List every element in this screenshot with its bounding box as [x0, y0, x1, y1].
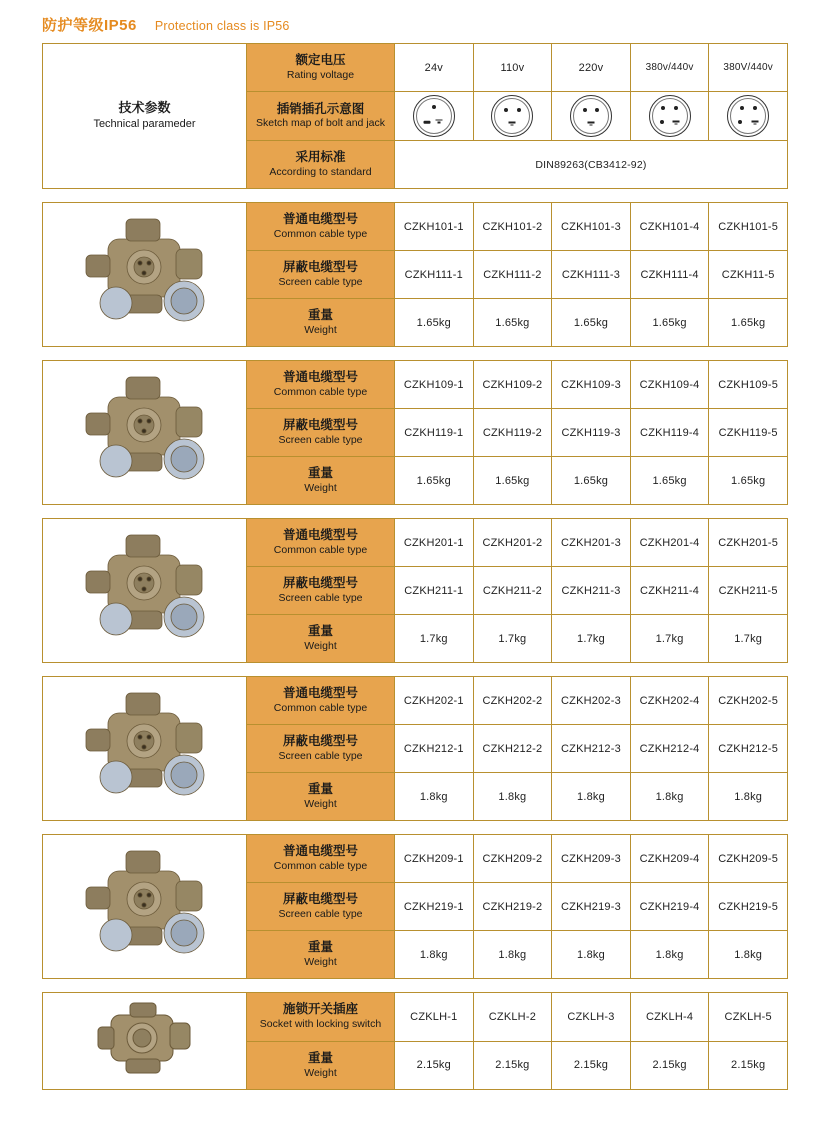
table-row — [247, 299, 787, 346]
row-label-cn: 屏蔽电缆型号 — [282, 260, 358, 275]
product-blocks — [0, 202, 830, 979]
cell-weight-2: 1.7kg — [474, 615, 553, 662]
cell-model-2: CZKH101-2 — [474, 203, 553, 250]
cell-model-3: CZKH211-3 — [552, 567, 631, 614]
cell-weight-5: 1.8kg — [734, 790, 763, 803]
cell-model-2: CZKH201-2 — [474, 519, 553, 566]
page-header — [0, 0, 830, 43]
cell-weight-3: 1.7kg — [552, 615, 631, 662]
cell-weight-5: 2.15kg — [731, 1059, 766, 1072]
cell-model-2: CZKH202-2 — [474, 677, 553, 724]
table-row — [247, 92, 787, 141]
cell-model-1: CZKH212-1 — [395, 725, 474, 772]
cell-model-5: CZKH211-5 — [718, 584, 778, 597]
row-label — [247, 1042, 395, 1090]
row-label — [247, 457, 395, 504]
cell-model-5: CZKH209-5 — [718, 852, 779, 865]
row-label-cn: 屏蔽电缆型号 — [282, 734, 358, 749]
row-label-en: Weight — [304, 639, 337, 652]
product-photo — [56, 677, 234, 820]
product-block-1 — [42, 202, 788, 347]
product-photo-cell — [43, 203, 247, 346]
cell-model-3: CZKH219-3 — [552, 883, 631, 930]
row-label — [247, 677, 395, 724]
product-block-3 — [42, 518, 788, 663]
row-label-cn: 重量 — [307, 624, 333, 639]
row-label — [247, 615, 395, 662]
cell-model-4: CZKH119-4 — [631, 409, 710, 456]
table-row — [247, 141, 787, 188]
row-label-en: According to standard — [269, 165, 372, 178]
row-label — [247, 251, 395, 298]
cell-weight-1: 1.65kg — [395, 457, 474, 504]
cell-weight-5: 1.8kg — [734, 948, 763, 961]
table-row — [247, 677, 787, 725]
cell-model-1: CZKH111-1 — [395, 251, 474, 298]
row-label-en: Weight — [304, 323, 337, 336]
row-label — [247, 725, 395, 772]
product-rows — [247, 361, 787, 504]
product-photo-cell — [43, 677, 247, 820]
cell-voltage-2: 110v — [474, 44, 553, 91]
row-label-cn: 额定电压 — [295, 53, 346, 68]
cell-model-5: CZKH201-5 — [718, 536, 779, 549]
row-label-cn: 重量 — [307, 1050, 333, 1065]
cell-model-5: CZKH109-5 — [718, 378, 779, 391]
cell-model-4: CZKH201-4 — [631, 519, 710, 566]
cell-model-1: CZKH119-1 — [395, 409, 474, 456]
cell-model-4: CZKLH-4 — [631, 993, 710, 1041]
cell-model-2: CZKH211-2 — [474, 567, 553, 614]
cell-model-3: CZKH209-3 — [552, 835, 631, 882]
row-label — [247, 931, 395, 978]
row-label — [247, 835, 395, 882]
cell-model-3: CZKH109-3 — [552, 361, 631, 408]
cell-model-2: CZKH219-2 — [474, 883, 553, 930]
cell-model-1: CZKH211-1 — [395, 567, 474, 614]
pin-sketch-4 — [631, 92, 710, 140]
row-label-en: Weight — [304, 797, 337, 810]
product-block-2 — [42, 360, 788, 505]
table-row — [247, 361, 787, 409]
product-photo-cell — [43, 835, 247, 978]
cell-weight-2: 1.8kg — [474, 931, 553, 978]
cell-model-1: CZKH202-1 — [395, 677, 474, 724]
table-row — [247, 993, 787, 1042]
cell-standard: DIN89263(CB3412-92) — [535, 158, 647, 171]
cell-weight-4: 1.7kg — [631, 615, 710, 662]
table-row — [247, 835, 787, 883]
product-rows — [247, 519, 787, 662]
row-label-cn: 屏蔽电缆型号 — [282, 418, 358, 433]
cell-model-4: CZKH101-4 — [631, 203, 710, 250]
technical-parameters-block — [42, 43, 788, 189]
cell-model-4: CZKH212-4 — [631, 725, 710, 772]
product-block-5 — [42, 834, 788, 979]
product-photo-cell — [43, 993, 247, 1089]
cell-model-4: CZKH219-4 — [631, 883, 710, 930]
cell-model-2: CZKH119-2 — [474, 409, 553, 456]
cell-model-1: CZKH101-1 — [395, 203, 474, 250]
cell-model-1: CZKLH-1 — [395, 993, 474, 1041]
row-label-cn: 施锁开关插座 — [282, 1002, 358, 1017]
cell-model-2: CZKH111-2 — [474, 251, 553, 298]
row-label-en: Weight — [304, 481, 337, 494]
table-row — [247, 883, 787, 931]
cell-model-5: CZKLH-5 — [724, 1010, 772, 1023]
product-photo-cell — [43, 361, 247, 504]
connector-pin-icon — [570, 95, 612, 137]
row-label — [247, 409, 395, 456]
row-label-cn: 普通电缆型号 — [282, 212, 358, 227]
cell-weight-3: 2.15kg — [552, 1042, 631, 1090]
row-label-cn: 重量 — [307, 782, 333, 797]
cell-weight-5: 1.65kg — [731, 474, 766, 487]
row-label-cn: 普通电缆型号 — [282, 844, 358, 859]
cell-weight-2: 1.65kg — [474, 457, 553, 504]
row-label — [247, 993, 395, 1041]
cell-voltage-1: 24v — [395, 44, 474, 91]
row-label-cn: 屏蔽电缆型号 — [282, 576, 358, 591]
row-label — [247, 361, 395, 408]
row-label-cn: 普通电缆型号 — [282, 686, 358, 701]
cell-model-2: CZKH209-2 — [474, 835, 553, 882]
table-row — [247, 409, 787, 457]
cell-weight-1: 2.15kg — [395, 1042, 474, 1090]
row-label-en: Socket with locking switch — [259, 1018, 382, 1030]
pin-sketch-3 — [552, 92, 631, 140]
cell-weight-2: 1.65kg — [474, 299, 553, 346]
row-label-en: Common cable type — [273, 385, 368, 398]
tech-title-en: Technical parameder — [93, 118, 196, 131]
tech-rows — [247, 44, 787, 188]
cell-weight-1: 1.7kg — [395, 615, 474, 662]
row-label-en: Screen cable type — [278, 749, 363, 762]
product-photo — [56, 361, 234, 504]
cell-weight-4: 1.65kg — [631, 299, 710, 346]
pin-sketch-5 — [709, 92, 787, 140]
cell-model-5: CZKH11-5 — [721, 268, 775, 281]
cell-model-1: CZKH209-1 — [395, 835, 474, 882]
table-row — [247, 1042, 787, 1090]
cell-model-3: CZKH101-3 — [552, 203, 631, 250]
cell-model-4: CZKH209-4 — [631, 835, 710, 882]
pin-sketch-2 — [474, 92, 553, 140]
cell-weight-3: 1.8kg — [552, 773, 631, 820]
cell-weight-4: 1.8kg — [631, 773, 710, 820]
pin-sketch-1 — [395, 92, 474, 140]
cell-model-2: CZKLH-2 — [474, 993, 553, 1041]
table-row — [247, 519, 787, 567]
cell-model-3: CZKH201-3 — [552, 519, 631, 566]
product-block-6 — [42, 992, 788, 1090]
product-photo — [56, 203, 234, 346]
connector-pin-icon — [649, 95, 691, 137]
cell-model-1: CZKH219-1 — [395, 883, 474, 930]
row-label — [247, 203, 395, 250]
row-label-cn: 普通电缆型号 — [282, 528, 358, 543]
row-label — [247, 567, 395, 614]
cell-model-3: CZKLH-3 — [552, 993, 631, 1041]
table-row — [247, 251, 787, 299]
cell-model-1: CZKH109-1 — [395, 361, 474, 408]
row-label-en: Common cable type — [273, 227, 368, 240]
table-row — [247, 615, 787, 662]
row-label-en: Weight — [304, 1066, 337, 1079]
cell-weight-4: 1.65kg — [631, 457, 710, 504]
cell-model-4: CZKH202-4 — [631, 677, 710, 724]
connector-pin-icon — [491, 95, 533, 137]
cell-weight-1: 1.8kg — [395, 773, 474, 820]
page-title-en: Protection class is IP56 — [154, 19, 290, 33]
cell-model-5: CZKH119-5 — [718, 426, 778, 439]
row-label-en: Screen cable type — [278, 591, 363, 604]
row-label-cn: 重量 — [307, 308, 333, 323]
cell-model-3: CZKH119-3 — [552, 409, 631, 456]
row-label — [247, 299, 395, 346]
row-label-en: Common cable type — [273, 543, 368, 556]
row-label-en: Screen cable type — [278, 907, 363, 920]
row-label — [247, 44, 395, 91]
cell-weight-3: 1.8kg — [552, 931, 631, 978]
product-rows — [247, 993, 787, 1089]
product-rows — [247, 203, 787, 346]
row-label-en: Screen cable type — [278, 433, 363, 446]
connector-pin-icon — [413, 95, 455, 137]
cell-weight-3: 1.65kg — [552, 457, 631, 504]
cell-model-1: CZKH201-1 — [395, 519, 474, 566]
cell-model-5: CZKH101-5 — [718, 220, 779, 233]
row-label-cn: 重量 — [307, 940, 333, 955]
cell-voltage-3: 220v — [552, 44, 631, 91]
connector-pin-icon — [727, 95, 769, 137]
product-photo — [56, 993, 234, 1089]
cell-weight-5: 1.7kg — [734, 632, 763, 645]
cell-weight-5: 1.65kg — [731, 316, 766, 329]
cell-voltage-4: 380v/440v — [631, 44, 710, 91]
product-photo-cell — [43, 519, 247, 662]
row-label-en: Weight — [304, 955, 337, 968]
row-label-en: Screen cable type — [278, 275, 363, 288]
cell-voltage-5: 380V/440v — [723, 62, 773, 73]
cell-weight-3: 1.65kg — [552, 299, 631, 346]
page-title-cn: 防护等级IP56 — [42, 17, 137, 34]
product-photo — [56, 835, 234, 978]
cell-weight-4: 2.15kg — [631, 1042, 710, 1090]
table-row — [247, 203, 787, 251]
product-rows — [247, 677, 787, 820]
table-row — [247, 773, 787, 820]
table-row — [247, 567, 787, 615]
row-label-cn: 普通电缆型号 — [282, 370, 358, 385]
cell-model-4: CZKH109-4 — [631, 361, 710, 408]
row-label-en: Sketch map of bolt and jack — [256, 117, 385, 130]
cell-weight-2: 1.8kg — [474, 773, 553, 820]
cell-model-3: CZKH111-3 — [552, 251, 631, 298]
cell-model-3: CZKH202-3 — [552, 677, 631, 724]
row-label-cn: 插销插孔示意图 — [276, 101, 365, 116]
cell-model-4: CZKH111-4 — [631, 251, 710, 298]
cell-model-2: CZKH109-2 — [474, 361, 553, 408]
row-label-en: Rating voltage — [286, 68, 355, 81]
cell-model-5: CZKH212-5 — [718, 742, 779, 755]
cell-model-2: CZKH212-2 — [474, 725, 553, 772]
row-label-en: Common cable type — [273, 701, 368, 714]
cell-model-3: CZKH212-3 — [552, 725, 631, 772]
product-block-4 — [42, 676, 788, 821]
tech-title-cell — [43, 44, 247, 188]
table-row — [247, 44, 787, 92]
cell-weight-4: 1.8kg — [631, 931, 710, 978]
row-label — [247, 519, 395, 566]
row-label-cn: 采用标准 — [295, 150, 346, 165]
cell-model-5: CZKH219-5 — [718, 900, 779, 913]
row-label — [247, 92, 395, 140]
table-row — [247, 931, 787, 978]
product-photo — [56, 519, 234, 662]
cell-model-4: CZKH211-4 — [631, 567, 710, 614]
row-label-cn: 重量 — [307, 466, 333, 481]
row-label-en: Common cable type — [273, 859, 368, 872]
row-label-cn: 屏蔽电缆型号 — [282, 892, 358, 907]
table-row — [247, 725, 787, 773]
row-label — [247, 883, 395, 930]
cell-weight-2: 2.15kg — [474, 1042, 553, 1090]
tech-title-cn: 技术参数 — [118, 100, 171, 116]
row-label — [247, 141, 395, 188]
row-label — [247, 773, 395, 820]
product-rows — [247, 835, 787, 978]
cell-model-5: CZKH202-5 — [718, 694, 779, 707]
table-row — [247, 457, 787, 504]
cell-weight-1: 1.8kg — [395, 931, 474, 978]
cell-weight-1: 1.65kg — [395, 299, 474, 346]
